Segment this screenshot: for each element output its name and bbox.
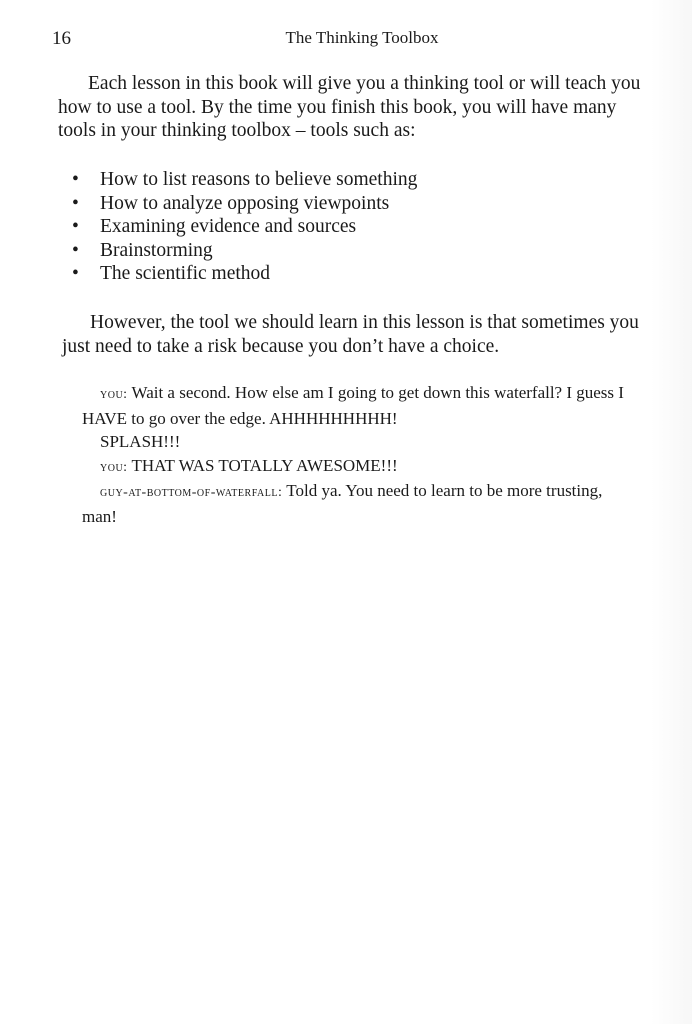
dialogue-block	[82, 381, 627, 528]
list-item-text: How to analyze opposing viewpoints	[100, 192, 390, 214]
list-item	[72, 215, 417, 239]
bullet-icon: •	[72, 192, 79, 214]
list-item	[72, 262, 417, 286]
dialogue-line	[82, 454, 627, 480]
list-item-text: Brainstorming	[100, 239, 213, 261]
dialogue-line	[82, 430, 627, 454]
list-item	[72, 239, 417, 263]
dialogue-text: Wait a second. How else am I going to get down this waterfall? I guess I HAVE to go over the edge. AHHHHHHHHH!	[82, 383, 624, 428]
book-title: The Thinking Toolbox	[285, 28, 439, 47]
list-item-text: The scientific method	[100, 263, 271, 284]
dialogue-text: THAT WAS TOTALLY AWESOME!!!	[127, 455, 398, 475]
dialogue-line	[82, 479, 627, 528]
tool-list	[72, 168, 417, 286]
list-item-text: Examining evidence and sources	[100, 216, 357, 237]
speaker-label: you:	[100, 459, 128, 475]
speaker-label: you:	[100, 387, 128, 402]
bullet-icon: •	[72, 169, 79, 190]
bullet-icon: •	[72, 216, 79, 237]
bullet-icon: •	[72, 263, 79, 284]
dialogue-text: SPLASH!!!	[100, 432, 181, 451]
speaker-label: guy-at-bottom-of-waterfall:	[100, 485, 283, 500]
dialogue-line	[82, 381, 627, 430]
bullet-icon: •	[72, 239, 79, 261]
list-item	[72, 192, 417, 216]
running-head	[52, 28, 632, 54]
risk-paragraph: However, the tool we should learn in this lesson is that sometimes you just need to take a risk because you don’t have a choice.	[62, 312, 639, 357]
dialogue-text: Told ya. You need to learn to be more trusting, man!	[82, 481, 603, 526]
list-item	[72, 168, 417, 192]
intro-paragraph: Each lesson in this book will give you a thinking tool or will teach you how to use a tool. By the time you finish this book, you will have many tools in your thinking toolbox – tools such as:	[58, 73, 641, 141]
list-item-text: How to list reasons to believe something	[100, 169, 418, 190]
page-number: 16	[52, 28, 71, 49]
